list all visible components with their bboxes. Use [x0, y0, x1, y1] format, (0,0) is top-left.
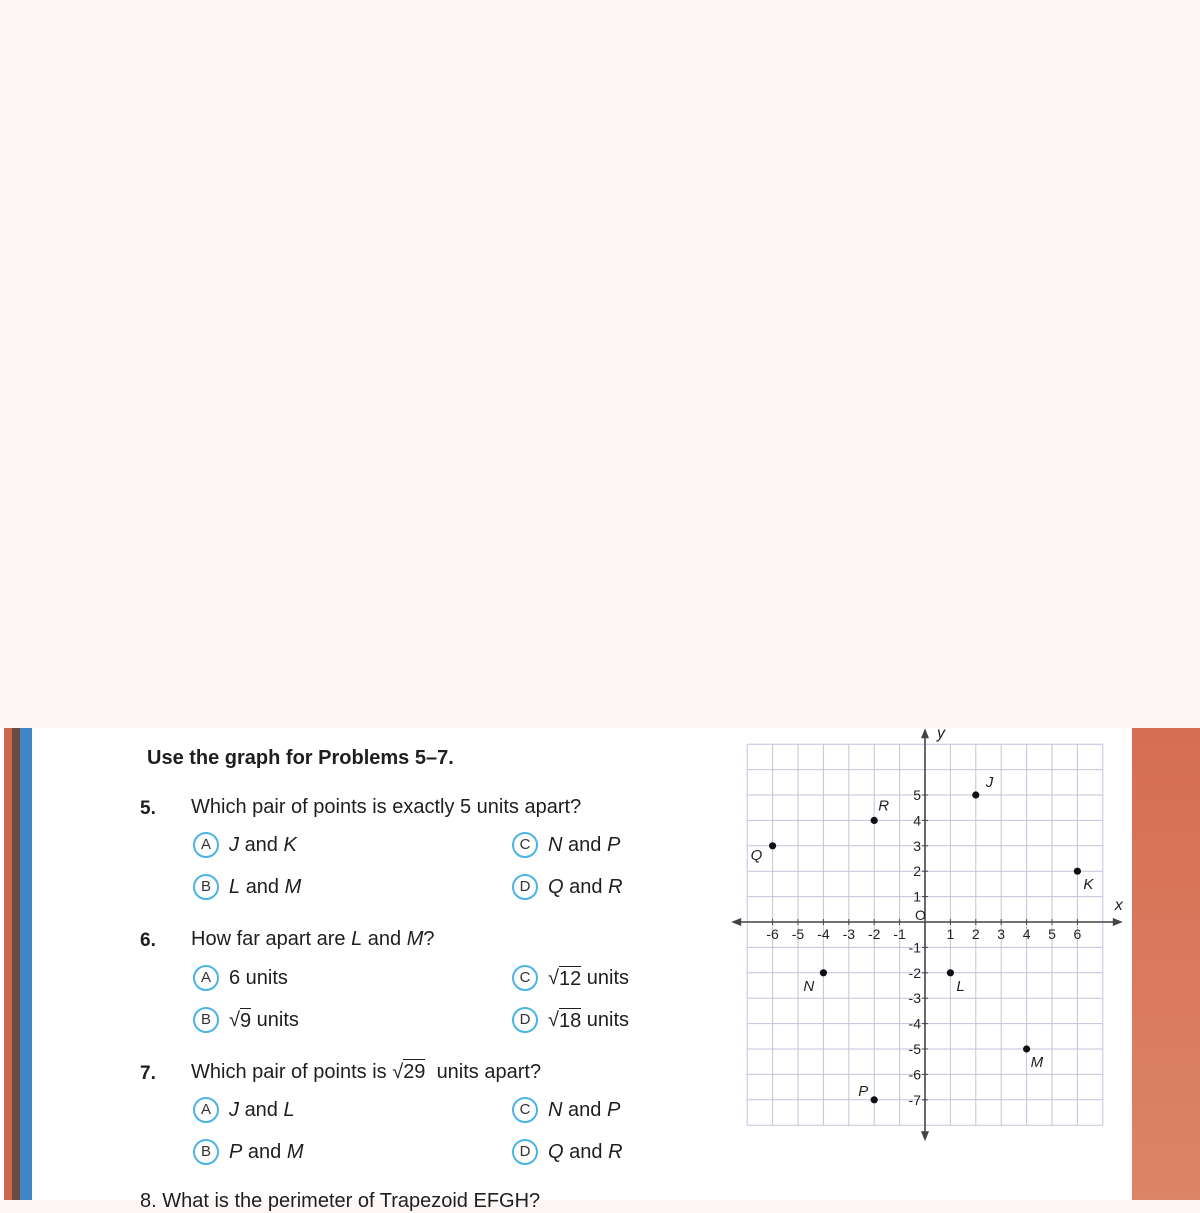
- x-axis-arrow: [731, 918, 741, 926]
- coordinate-graph: [720, 725, 1130, 1164]
- x-tick-label: -4: [817, 926, 830, 942]
- point-k: [1074, 868, 1081, 875]
- question-number: 7.: [140, 1063, 156, 1084]
- option-letter: D: [512, 874, 538, 900]
- x-tick-label: -2: [867, 926, 881, 942]
- edge-stripe: [20, 728, 32, 1200]
- option-letter: B: [193, 874, 219, 900]
- x-tick-label: -1: [893, 926, 906, 942]
- left-page-edge: [0, 728, 36, 1200]
- x-tick-label: 2: [971, 926, 980, 942]
- option-letter: D: [512, 1007, 538, 1033]
- point-n: [820, 969, 827, 976]
- option-letter: C: [512, 965, 538, 991]
- x-axis-arrow: [1113, 918, 1123, 926]
- x-tick-label: 3: [997, 926, 1006, 942]
- option-letter: B: [193, 1139, 219, 1165]
- y-tick-label: 5: [913, 787, 921, 803]
- answer-option[interactable]: B P and M: [193, 1139, 304, 1165]
- point-j: [972, 791, 979, 798]
- answer-option[interactable]: D √ 18 units: [512, 1007, 629, 1033]
- y-tick-label: 2: [913, 863, 921, 880]
- radical-sign: √: [548, 966, 559, 989]
- answer-option[interactable]: D Q and R: [512, 1139, 623, 1165]
- y-tick-label: -7: [908, 1091, 921, 1108]
- y-tick-label: 4: [913, 812, 921, 829]
- answer-option[interactable]: C N and P: [512, 1097, 620, 1123]
- answer-option[interactable]: B √ 9 units: [193, 1007, 299, 1033]
- option-letter: B: [193, 1007, 219, 1033]
- y-tick-label: -1: [908, 939, 921, 956]
- question-prompt: Which pair of points is √29 units apart?: [191, 1061, 542, 1083]
- option-letter: D: [512, 1139, 538, 1165]
- point-q: [769, 842, 776, 849]
- answer-option[interactable]: C √ 12 units: [512, 965, 629, 991]
- cut-off-question: 8. What is the perimeter of Trapezoid EFGH?: [140, 1190, 541, 1212]
- point-label-l: L: [956, 977, 965, 995]
- radical-sign: √: [229, 1008, 240, 1031]
- answer-option[interactable]: D Q and R: [512, 874, 623, 900]
- option-letter: C: [512, 1097, 538, 1123]
- point-m: [1023, 1045, 1030, 1052]
- y-axis-arrow: [921, 728, 929, 738]
- point-label-r: R: [878, 797, 890, 815]
- right-page-edge: [1132, 728, 1200, 1200]
- point-label-k: K: [1083, 876, 1094, 894]
- answer-option[interactable]: C N and P: [512, 832, 620, 858]
- option-letter: A: [193, 832, 219, 858]
- option-letter: A: [193, 965, 219, 991]
- worksheet-page: [0, 725, 1200, 1212]
- answer-option[interactable]: A J and K: [193, 832, 297, 858]
- x-tick-label: -6: [766, 926, 779, 942]
- y-tick-label: -4: [908, 1015, 921, 1032]
- option-letter: A: [193, 1097, 219, 1123]
- edge-stripe: [4, 728, 12, 1200]
- y-tick-label: 3: [913, 837, 921, 854]
- edge-stripe: [12, 728, 20, 1200]
- question-prompt: Which pair of points is exactly 5 units apart?: [191, 796, 582, 818]
- answer-option[interactable]: B L and M: [193, 874, 301, 900]
- option-letter: C: [512, 832, 538, 858]
- x-tick-label: -5: [791, 926, 805, 942]
- instructions: Use the graph for Problems 5–7.: [147, 747, 454, 769]
- x-tick-label: 4: [1022, 926, 1031, 942]
- point-label-j: J: [985, 774, 994, 791]
- y-tick-label: -3: [908, 990, 921, 1007]
- answer-option[interactable]: A J and L: [193, 1097, 295, 1123]
- x-tick-label: 1: [946, 926, 955, 942]
- point-r: [871, 817, 878, 824]
- x-tick-label: 5: [1048, 926, 1056, 942]
- question-prompt: How far apart are L and M?: [191, 928, 435, 950]
- point-l: [947, 969, 954, 976]
- point-label-q: Q: [750, 846, 763, 864]
- radical-sign: √: [548, 1008, 559, 1031]
- y-tick-label: 1: [913, 888, 921, 905]
- y-axis-arrow: [921, 1131, 929, 1141]
- answer-option[interactable]: A 6 units: [193, 965, 288, 991]
- point-label-n: N: [803, 977, 815, 995]
- y-tick-label: -6: [908, 1066, 921, 1083]
- point-p: [871, 1096, 878, 1103]
- y-axis-label: y: [937, 725, 945, 743]
- x-axis-label: x: [1114, 897, 1123, 914]
- origin-label: O: [915, 907, 926, 923]
- x-tick-label: 6: [1073, 926, 1082, 942]
- point-label-m: M: [1030, 1054, 1044, 1071]
- point-label-p: P: [858, 1082, 869, 1100]
- question-number: 6.: [140, 930, 156, 951]
- question-number: 5.: [140, 798, 156, 819]
- x-tick-label: -3: [842, 926, 856, 942]
- y-tick-label: -5: [908, 1041, 921, 1057]
- y-tick-label: -2: [908, 964, 921, 981]
